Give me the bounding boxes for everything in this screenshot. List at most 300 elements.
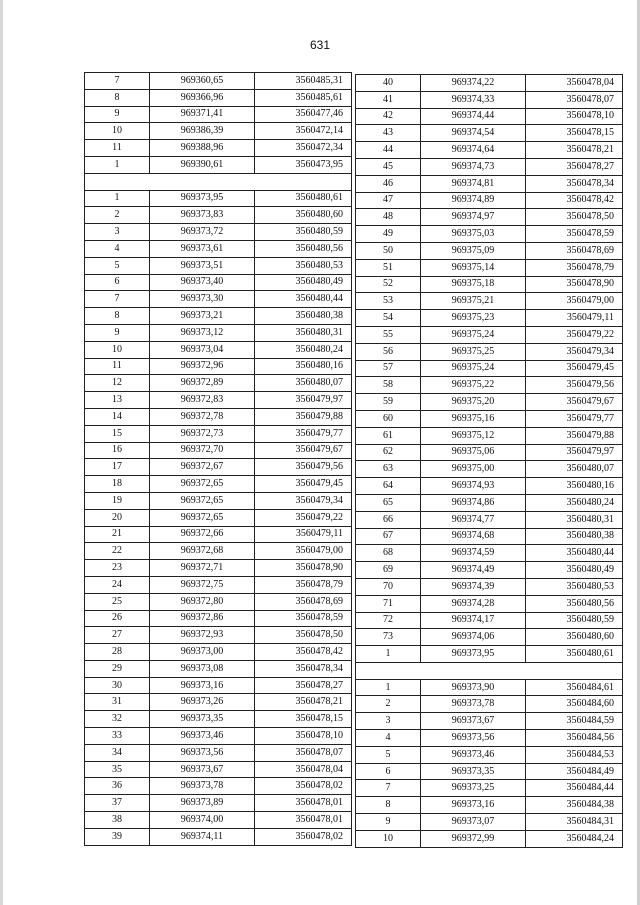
table-row: [85, 408, 352, 425]
table-row: [85, 341, 352, 358]
y-coordinate-cell: 3560479,34: [255, 492, 352, 509]
x-coordinate-cell: 969374,22: [421, 75, 526, 92]
point-number-cell: 23: [85, 560, 150, 577]
y-coordinate-cell: 3560484,49: [526, 763, 623, 780]
point-number-cell: 8: [85, 89, 150, 106]
x-coordinate-cell: 969373,12: [150, 324, 255, 341]
point-number-cell: 43: [356, 125, 421, 142]
table-row: [85, 795, 352, 812]
point-number-cell: 65: [356, 494, 421, 511]
table-row: [85, 190, 352, 207]
x-coordinate-cell: 969373,08: [150, 660, 255, 677]
x-coordinate-cell: 969373,95: [150, 190, 255, 207]
y-coordinate-cell: 3560484,59: [526, 713, 623, 730]
y-coordinate-cell: 3560478,42: [526, 192, 623, 209]
y-coordinate-cell: 3560480,49: [255, 274, 352, 291]
x-coordinate-cell: 969388,96: [150, 140, 255, 157]
point-number-cell: 5: [356, 746, 421, 763]
point-number-cell: 61: [356, 427, 421, 444]
x-coordinate-cell: 969373,78: [421, 696, 526, 713]
x-coordinate-cell: 969372,75: [150, 576, 255, 593]
point-number-cell: 29: [85, 660, 150, 677]
x-coordinate-cell: 969375,06: [421, 444, 526, 461]
table-row: [85, 89, 352, 106]
y-coordinate-cell: 3560479,97: [255, 392, 352, 409]
point-number-cell: 20: [85, 509, 150, 526]
y-coordinate-cell: 3560478,79: [526, 259, 623, 276]
table-row: [85, 392, 352, 409]
point-number-cell: 7: [356, 780, 421, 797]
point-number-cell: 40: [356, 75, 421, 92]
table-row: [356, 494, 623, 511]
table-row: [85, 627, 352, 644]
point-number-cell: 6: [85, 274, 150, 291]
x-coordinate-cell: 969373,21: [150, 308, 255, 325]
y-coordinate-cell: 3560478,27: [526, 158, 623, 175]
point-number-cell: 5: [85, 257, 150, 274]
point-number-cell: 71: [356, 595, 421, 612]
y-coordinate-cell: 3560478,04: [255, 761, 352, 778]
point-number-cell: 45: [356, 158, 421, 175]
table-row: [85, 442, 352, 459]
table-row: [356, 780, 623, 797]
table-row: [356, 326, 623, 343]
point-number-cell: 17: [85, 459, 150, 476]
point-number-cell: 14: [85, 408, 150, 425]
y-coordinate-cell: 3560479,88: [255, 408, 352, 425]
y-coordinate-cell: 3560484,53: [526, 746, 623, 763]
x-coordinate-cell: 969372,99: [421, 830, 526, 847]
x-coordinate-cell: 969374,11: [150, 828, 255, 845]
point-number-cell: 16: [85, 442, 150, 459]
y-coordinate-cell: 3560480,56: [255, 240, 352, 257]
table-row: [356, 562, 623, 579]
x-coordinate-cell: 969373,67: [150, 761, 255, 778]
point-number-cell: 30: [85, 677, 150, 694]
table-row: [85, 778, 352, 795]
y-coordinate-cell: 3560479,11: [526, 310, 623, 327]
x-coordinate-cell: 969372,86: [150, 610, 255, 627]
y-coordinate-cell: 3560478,15: [255, 711, 352, 728]
table-row: [85, 526, 352, 543]
table-row: [85, 644, 352, 661]
table-row: [85, 694, 352, 711]
table-row: [356, 343, 623, 360]
point-number-cell: 11: [85, 140, 150, 157]
x-coordinate-cell: 969373,35: [421, 763, 526, 780]
point-number-cell: 8: [356, 797, 421, 814]
y-coordinate-cell: 3560478,15: [526, 125, 623, 142]
x-coordinate-cell: 969375,24: [421, 360, 526, 377]
x-coordinate-cell: 969372,93: [150, 627, 255, 644]
point-number-cell: 60: [356, 410, 421, 427]
table-row: [85, 308, 352, 325]
y-coordinate-cell: 3560479,22: [526, 326, 623, 343]
left-table-body: [85, 73, 352, 846]
x-coordinate-cell: 969373,07: [421, 814, 526, 831]
table-row: [356, 528, 623, 545]
table-row: [356, 91, 623, 108]
y-coordinate-cell: 3560479,56: [255, 459, 352, 476]
table-row: [356, 360, 623, 377]
x-coordinate-cell: 969373,56: [150, 744, 255, 761]
x-coordinate-cell: 969375,14: [421, 259, 526, 276]
y-coordinate-cell: 3560478,59: [526, 226, 623, 243]
point-number-cell: 32: [85, 711, 150, 728]
point-number-cell: 44: [356, 142, 421, 159]
x-coordinate-cell: 969373,72: [150, 224, 255, 241]
y-coordinate-cell: 3560479,77: [526, 410, 623, 427]
table-row: [85, 711, 352, 728]
point-number-cell: 10: [85, 123, 150, 140]
y-coordinate-cell: 3560480,61: [255, 190, 352, 207]
point-number-cell: 36: [85, 778, 150, 795]
table-row: [85, 492, 352, 509]
x-coordinate-cell: 969373,04: [150, 341, 255, 358]
x-coordinate-cell: 969373,89: [150, 795, 255, 812]
x-coordinate-cell: 969372,96: [150, 358, 255, 375]
point-number-cell: 25: [85, 593, 150, 610]
x-coordinate-cell: 969374,73: [421, 158, 526, 175]
point-number-cell: 13: [85, 392, 150, 409]
point-number-cell: 39: [85, 828, 150, 845]
page-number: 631: [309, 38, 331, 52]
table-row: [356, 763, 623, 780]
x-coordinate-cell: 969372,89: [150, 375, 255, 392]
y-coordinate-cell: 3560479,22: [255, 509, 352, 526]
y-coordinate-cell: 3560480,24: [255, 341, 352, 358]
point-number-cell: 54: [356, 310, 421, 327]
point-number-cell: 33: [85, 728, 150, 745]
point-number-cell: 9: [85, 106, 150, 123]
point-number-cell: 35: [85, 761, 150, 778]
x-coordinate-cell: 969373,90: [421, 679, 526, 696]
x-coordinate-cell: 969373,35: [150, 711, 255, 728]
y-coordinate-cell: 3560484,38: [526, 797, 623, 814]
table-row: [356, 125, 623, 142]
y-coordinate-cell: 3560480,49: [526, 562, 623, 579]
y-coordinate-cell: 3560480,07: [255, 375, 352, 392]
point-number-cell: 8: [85, 308, 150, 325]
point-number-cell: 28: [85, 644, 150, 661]
x-coordinate-cell: 969374,77: [421, 511, 526, 528]
x-coordinate-cell: 969372,67: [150, 459, 255, 476]
x-coordinate-cell: 969373,16: [421, 797, 526, 814]
separator-cell: [85, 173, 352, 190]
table-row: [356, 478, 623, 495]
x-coordinate-cell: 969374,54: [421, 125, 526, 142]
table-row: [356, 377, 623, 394]
point-number-cell: 49: [356, 226, 421, 243]
table-row: [356, 108, 623, 125]
y-coordinate-cell: 3560478,01: [255, 795, 352, 812]
y-coordinate-cell: 3560480,53: [526, 578, 623, 595]
table-row: [356, 595, 623, 612]
point-number-cell: 1: [356, 679, 421, 696]
point-number-cell: 11: [85, 358, 150, 375]
x-coordinate-cell: 969374,93: [421, 478, 526, 495]
point-number-cell: 56: [356, 343, 421, 360]
y-coordinate-cell: 3560484,61: [526, 679, 623, 696]
x-coordinate-cell: 969373,40: [150, 274, 255, 291]
table-row: [356, 226, 623, 243]
x-coordinate-cell: 969372,65: [150, 492, 255, 509]
x-coordinate-cell: 969375,09: [421, 242, 526, 259]
table-row: [356, 394, 623, 411]
table-row: [356, 444, 623, 461]
x-coordinate-cell: 969374,00: [150, 812, 255, 829]
x-coordinate-cell: 969373,25: [421, 780, 526, 797]
x-coordinate-cell: 969390,61: [150, 156, 255, 173]
table-row: [85, 610, 352, 627]
x-coordinate-cell: 969372,65: [150, 509, 255, 526]
point-number-cell: 46: [356, 175, 421, 192]
y-coordinate-cell: 3560478,21: [255, 694, 352, 711]
y-coordinate-cell: 3560472,34: [255, 140, 352, 157]
table-row: [356, 242, 623, 259]
table-row: [85, 291, 352, 308]
table-row: [356, 612, 623, 629]
y-coordinate-cell: 3560479,00: [526, 293, 623, 310]
x-coordinate-cell: 969372,78: [150, 408, 255, 425]
y-coordinate-cell: 3560478,27: [255, 677, 352, 694]
table-row: [356, 293, 623, 310]
x-coordinate-cell: 969372,66: [150, 526, 255, 543]
table-row: [356, 259, 623, 276]
table-row: [356, 696, 623, 713]
point-number-cell: 34: [85, 744, 150, 761]
table-row: [356, 192, 623, 209]
table-row: [85, 324, 352, 341]
y-coordinate-cell: 3560480,07: [526, 461, 623, 478]
y-coordinate-cell: 3560477,46: [255, 106, 352, 123]
x-coordinate-cell: 969375,25: [421, 343, 526, 360]
table-row: [356, 545, 623, 562]
y-coordinate-cell: 3560480,16: [526, 478, 623, 495]
x-coordinate-cell: 969372,70: [150, 442, 255, 459]
y-coordinate-cell: 3560480,31: [526, 511, 623, 528]
y-coordinate-cell: 3560479,00: [255, 543, 352, 560]
y-coordinate-cell: 3560480,59: [526, 612, 623, 629]
x-coordinate-cell: 969374,06: [421, 629, 526, 646]
x-coordinate-cell: 969375,22: [421, 377, 526, 394]
point-number-cell: 57: [356, 360, 421, 377]
table-row: [85, 509, 352, 526]
table-row: [85, 828, 352, 845]
x-coordinate-cell: 969372,80: [150, 593, 255, 610]
y-coordinate-cell: 3560478,02: [255, 778, 352, 795]
point-number-cell: 66: [356, 511, 421, 528]
x-coordinate-cell: 969372,68: [150, 543, 255, 560]
point-number-cell: 4: [356, 730, 421, 747]
table-row: [85, 274, 352, 291]
y-coordinate-cell: 3560478,10: [255, 728, 352, 745]
coordinates-table-left: [84, 72, 352, 846]
x-coordinate-cell: 969375,00: [421, 461, 526, 478]
y-coordinate-cell: 3560480,44: [255, 291, 352, 308]
x-coordinate-cell: 969373,30: [150, 291, 255, 308]
point-number-cell: 1: [85, 190, 150, 207]
point-number-cell: 12: [85, 375, 150, 392]
y-coordinate-cell: 3560479,34: [526, 343, 623, 360]
y-coordinate-cell: 3560478,02: [255, 828, 352, 845]
x-coordinate-cell: 969373,83: [150, 207, 255, 224]
x-coordinate-cell: 969373,46: [421, 746, 526, 763]
table-row: [85, 744, 352, 761]
point-number-cell: 72: [356, 612, 421, 629]
table-row: [356, 713, 623, 730]
x-coordinate-cell: 969375,20: [421, 394, 526, 411]
x-coordinate-cell: 969375,23: [421, 310, 526, 327]
y-coordinate-cell: 3560480,56: [526, 595, 623, 612]
x-coordinate-cell: 969374,89: [421, 192, 526, 209]
point-number-cell: 51: [356, 259, 421, 276]
table-row: [356, 830, 623, 847]
point-number-cell: 73: [356, 629, 421, 646]
point-number-cell: 2: [356, 696, 421, 713]
y-coordinate-cell: 3560478,69: [255, 593, 352, 610]
x-coordinate-cell: 969374,97: [421, 209, 526, 226]
table-row: [356, 427, 623, 444]
x-coordinate-cell: 969373,95: [421, 646, 526, 663]
table-separator-row: [85, 173, 352, 190]
x-coordinate-cell: 969374,59: [421, 545, 526, 562]
table-row: [85, 257, 352, 274]
x-coordinate-cell: 969374,81: [421, 175, 526, 192]
table-row: [85, 156, 352, 173]
y-coordinate-cell: 3560478,07: [526, 91, 623, 108]
x-coordinate-cell: 969375,03: [421, 226, 526, 243]
y-coordinate-cell: 3560485,61: [255, 89, 352, 106]
y-coordinate-cell: 3560478,59: [255, 610, 352, 627]
y-coordinate-cell: 3560479,11: [255, 526, 352, 543]
point-number-cell: 63: [356, 461, 421, 478]
point-number-cell: 10: [85, 341, 150, 358]
table-row: [356, 158, 623, 175]
y-coordinate-cell: 3560479,97: [526, 444, 623, 461]
table-row: [85, 560, 352, 577]
x-coordinate-cell: 969373,16: [150, 677, 255, 694]
point-number-cell: 55: [356, 326, 421, 343]
point-number-cell: 38: [85, 812, 150, 829]
y-coordinate-cell: 3560478,10: [526, 108, 623, 125]
table-row: [85, 593, 352, 610]
scan-left-edge: [0, 0, 3, 905]
point-number-cell: 50: [356, 242, 421, 259]
y-coordinate-cell: 3560480,60: [526, 629, 623, 646]
y-coordinate-cell: 3560484,44: [526, 780, 623, 797]
x-coordinate-cell: 969375,12: [421, 427, 526, 444]
y-coordinate-cell: 3560480,44: [526, 545, 623, 562]
table-row: [356, 461, 623, 478]
table-row: [85, 123, 352, 140]
x-coordinate-cell: 969374,68: [421, 528, 526, 545]
x-coordinate-cell: 969372,73: [150, 425, 255, 442]
table-row: [85, 576, 352, 593]
x-coordinate-cell: 969373,56: [421, 730, 526, 747]
table-row: [356, 75, 623, 92]
point-number-cell: 70: [356, 578, 421, 595]
y-coordinate-cell: 3560478,01: [255, 812, 352, 829]
table-row: [356, 814, 623, 831]
point-number-cell: 67: [356, 528, 421, 545]
x-coordinate-cell: 969373,46: [150, 728, 255, 745]
x-coordinate-cell: 969373,78: [150, 778, 255, 795]
point-number-cell: 26: [85, 610, 150, 627]
y-coordinate-cell: 3560484,24: [526, 830, 623, 847]
table-row: [356, 175, 623, 192]
x-coordinate-cell: 969386,39: [150, 123, 255, 140]
table-row: [85, 73, 352, 90]
point-number-cell: 4: [85, 240, 150, 257]
x-coordinate-cell: 969373,26: [150, 694, 255, 711]
y-coordinate-cell: 3560473,95: [255, 156, 352, 173]
x-coordinate-cell: 969372,71: [150, 560, 255, 577]
coordinates-table-right: [355, 74, 623, 848]
point-number-cell: 7: [85, 291, 150, 308]
y-coordinate-cell: 3560480,16: [255, 358, 352, 375]
table-row: [356, 410, 623, 427]
y-coordinate-cell: 3560479,45: [526, 360, 623, 377]
point-number-cell: 42: [356, 108, 421, 125]
y-coordinate-cell: 3560478,90: [255, 560, 352, 577]
x-coordinate-cell: 969371,41: [150, 106, 255, 123]
y-coordinate-cell: 3560480,31: [255, 324, 352, 341]
point-number-cell: 68: [356, 545, 421, 562]
y-coordinate-cell: 3560478,34: [526, 175, 623, 192]
table-row: [356, 511, 623, 528]
x-coordinate-cell: 969375,16: [421, 410, 526, 427]
point-number-cell: 10: [356, 830, 421, 847]
y-coordinate-cell: 3560478,79: [255, 576, 352, 593]
table-row: [85, 660, 352, 677]
x-coordinate-cell: 969366,96: [150, 89, 255, 106]
table-row: [85, 425, 352, 442]
point-number-cell: 2: [85, 207, 150, 224]
point-number-cell: 1: [356, 646, 421, 663]
y-coordinate-cell: 3560478,69: [526, 242, 623, 259]
table-row: [356, 797, 623, 814]
point-number-cell: 3: [85, 224, 150, 241]
x-coordinate-cell: 969373,51: [150, 257, 255, 274]
y-coordinate-cell: 3560480,38: [526, 528, 623, 545]
y-coordinate-cell: 3560484,31: [526, 814, 623, 831]
y-coordinate-cell: 3560479,67: [255, 442, 352, 459]
y-coordinate-cell: 3560484,56: [526, 730, 623, 747]
y-coordinate-cell: 3560479,67: [526, 394, 623, 411]
y-coordinate-cell: 3560478,50: [255, 627, 352, 644]
point-number-cell: 41: [356, 91, 421, 108]
table-row: [356, 142, 623, 159]
y-coordinate-cell: 3560478,34: [255, 660, 352, 677]
point-number-cell: 15: [85, 425, 150, 442]
table-row: [85, 224, 352, 241]
point-number-cell: 24: [85, 576, 150, 593]
y-coordinate-cell: 3560478,07: [255, 744, 352, 761]
table-row: [85, 459, 352, 476]
x-coordinate-cell: 969374,33: [421, 91, 526, 108]
table-separator-row: [356, 662, 623, 679]
point-number-cell: 31: [85, 694, 150, 711]
point-number-cell: 59: [356, 394, 421, 411]
y-coordinate-cell: 3560480,61: [526, 646, 623, 663]
table-row: [85, 761, 352, 778]
point-number-cell: 47: [356, 192, 421, 209]
table-row: [85, 358, 352, 375]
point-number-cell: 21: [85, 526, 150, 543]
table-row: [85, 677, 352, 694]
point-number-cell: 3: [356, 713, 421, 730]
